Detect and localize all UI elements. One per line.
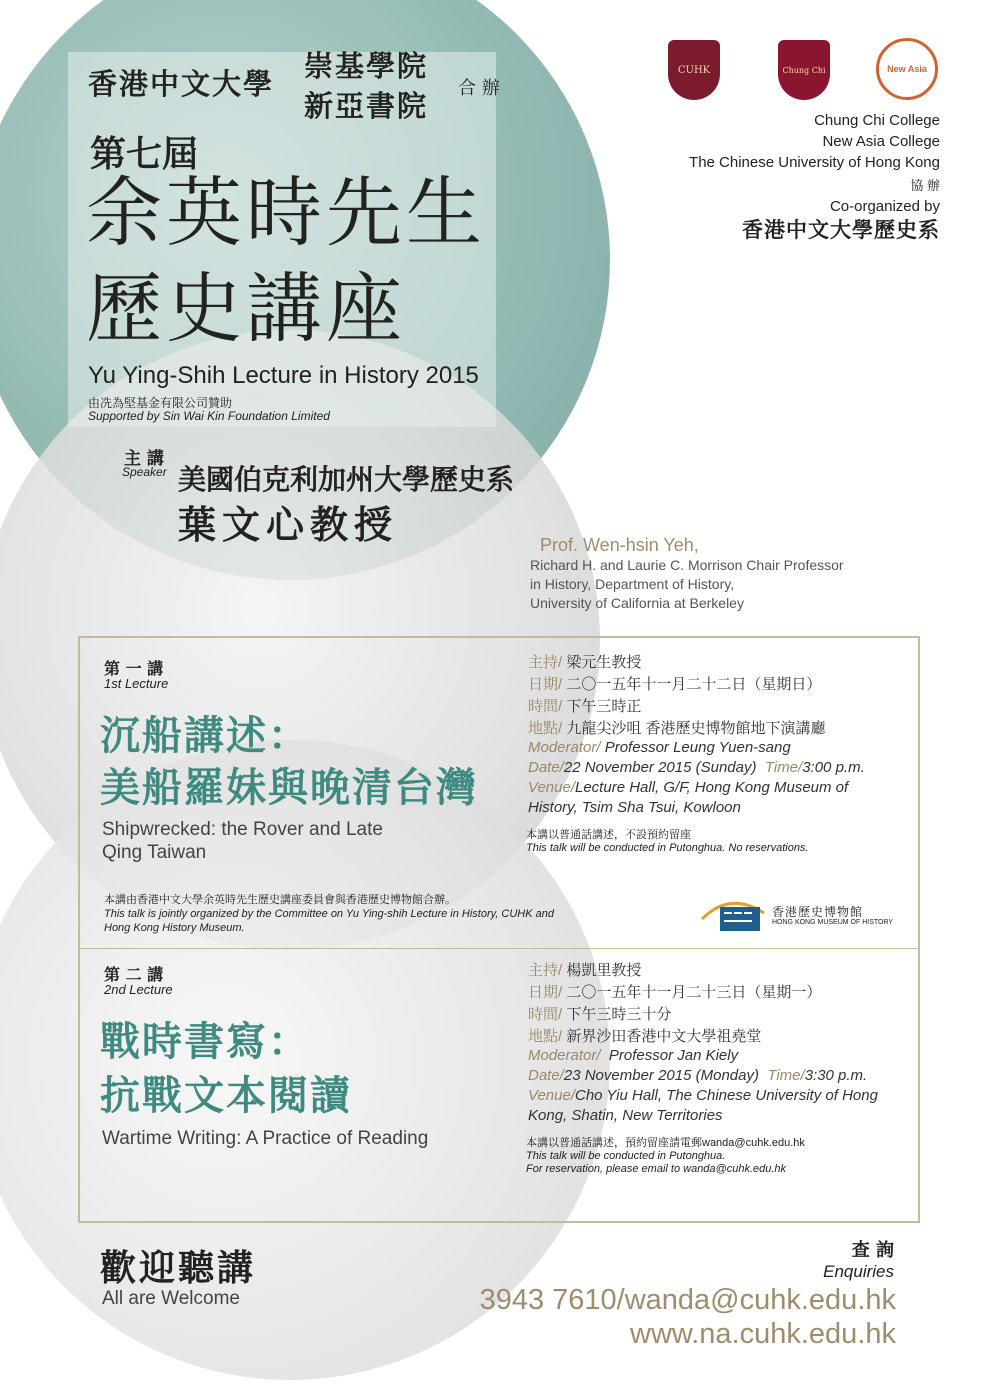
l1-note-zh: 本講以普通話講述，不設預約留座: [526, 829, 691, 841]
lecture2-number-zh: 第 二 講: [104, 965, 164, 984]
l1-venue-en2: History, Tsim Sha Tsui, Kowloon: [528, 799, 741, 816]
l1-note-en: This talk will be conducted in Putonghua. No reservations.: [526, 842, 809, 854]
new-asia-logo-mark: New Asia: [887, 64, 927, 74]
new-asia-logo: [876, 38, 938, 100]
lecture2-title-zh1: 戰時書寫：: [100, 1018, 310, 1065]
co-organized-en: Co-organized by: [829, 198, 940, 215]
cuhk-logo: [668, 40, 720, 100]
l2-mod-en: Professor Jan Kiely: [608, 1047, 739, 1064]
lecture-title-en: Yu Ying-Shih Lecture in History 2015: [88, 362, 479, 389]
right-header-text: [689, 110, 940, 217]
lecture1-joint-note: [104, 893, 554, 935]
l2-venue-en1: Cho Yiu Hall, The Chinese University of Hong: [575, 1087, 878, 1104]
contact-line[interactable]: 3943 7610/wanda@cuhk.edu.hk: [479, 1284, 896, 1316]
lecture2-title-en: Wartime Writing: A Practice of Reading: [102, 1128, 429, 1149]
speaker-title: [530, 556, 844, 613]
l1-venue-en1: Lecture Hall, G/F, Hong Kong Museum of: [575, 779, 849, 796]
l2-note-en2: For reservation, please email to wanda@cuhk.edu.hk: [526, 1163, 787, 1175]
lecture1-title-zh1: 沉船講述：: [100, 712, 310, 759]
speaker-title-line2: in History, Department of History,: [530, 576, 735, 592]
l1-joint-zh: 本講由香港中文大學余英時先生歷史講座委員會與香港歷史博物館合辦。: [104, 894, 456, 906]
co-organized-zh: 協 辦: [910, 178, 940, 193]
l2-date-en-label: Date/: [528, 1067, 564, 1084]
l1-time-en: 3:00 p.m.: [802, 759, 865, 776]
museum-name-en: HONG KONG MUSEUM OF HISTORY: [772, 919, 894, 926]
lecture-title-line2: 歷史講座: [86, 264, 406, 353]
lecture2-details-zh: [528, 960, 821, 1048]
l2-note-en: [526, 1150, 786, 1176]
enquiries-zh: 查 詢: [851, 1240, 894, 1261]
speaker-name-zh: 葉文心教授: [178, 502, 399, 547]
website-link[interactable]: www.na.cuhk.edu.hk: [630, 1318, 896, 1350]
l2-venue-en-label: Venue/: [528, 1087, 575, 1104]
history-dept-zh: 香港中文大學歷史系: [742, 217, 940, 242]
speaker-label-en: Speaker: [122, 465, 167, 479]
organizer-college2: 新亞書院: [304, 89, 429, 123]
l2-date-en: 23 November 2015 (Monday): [563, 1067, 759, 1084]
l2-time: 下午三時三十分: [566, 1006, 672, 1023]
l2-time-en-label: Time/: [767, 1067, 805, 1084]
l2-date-label: 日期/: [528, 984, 563, 1001]
organizer-university: 香港中文大學: [88, 67, 275, 101]
l1-joint-en1: This talk is jointly organized by the Committee on Yu Ying-shih Lecture in History, CUHK and: [104, 908, 554, 920]
l1-host-label: 主持/: [528, 654, 563, 671]
speaker-name-en: Prof. Wen-hsin Yeh,: [540, 535, 699, 555]
l1-time: 下午三時正: [566, 698, 642, 715]
speaker-dept-zh: 美國伯克利加州大學歷史系: [178, 463, 515, 496]
lecture1-number-en: 1st Lecture: [104, 676, 169, 691]
lecture1-number-zh: 第 一 講: [104, 659, 164, 678]
l1-joint-en2: Hong Kong History Museum.: [104, 922, 245, 934]
support-en: Supported by Sin Wai Kin Foundation Limited: [88, 409, 330, 423]
l2-time-label: 時間/: [528, 1006, 563, 1023]
lecture2-details-en: [528, 1046, 878, 1126]
lecture1-details-zh: [528, 652, 826, 740]
lecture2-title-zh2: 抗戰文本閱讀: [100, 1072, 352, 1119]
co-host-label: 合 辦: [458, 78, 500, 99]
welcome-en: All are Welcome: [102, 1288, 240, 1309]
chung-chi-logo: [778, 40, 830, 100]
l2-mod-en-label: Moderator/: [528, 1047, 601, 1064]
lecture1-title-en1: Shipwrecked: the Rover and Late: [102, 819, 383, 840]
lecture2-number-en: 2nd Lecture: [104, 982, 173, 997]
lecture-title-line1: 余英時先生: [86, 168, 486, 257]
l1-date-en-label: Date/: [528, 759, 564, 776]
cuhk-logo-mark: CUHK: [677, 64, 711, 76]
l1-date-en: 22 November 2015 (Sunday): [563, 759, 757, 776]
lecture1-title-zh2: 美船羅妹與晚清台灣: [100, 764, 478, 811]
l1-host: 梁元生教授: [566, 654, 642, 671]
l2-venue-en2: Kong, Shatin, New Territories: [528, 1107, 723, 1124]
speaker-title-line1: Richard H. and Laurie C. Morrison Chair Professor: [530, 557, 844, 573]
l2-host: 楊凱里教授: [566, 962, 642, 979]
museum-name-zh: 香港歷史博物館: [772, 905, 864, 919]
museum-logo-mark: [698, 895, 768, 935]
l2-date: 二〇一五年十一月二十三日（星期一）: [566, 984, 822, 1001]
speaker-title-line3: University of California at Berkeley: [530, 595, 744, 611]
l1-time-en-label: Time/: [764, 759, 803, 776]
lecture1-title-en2: Qing Taiwan: [102, 842, 207, 863]
organizer-college1: 崇基學院: [304, 49, 429, 83]
l1-date-label: 日期/: [528, 676, 563, 693]
l1-time-label: 時間/: [528, 698, 563, 715]
speaker-label-zh: 主 講: [124, 449, 164, 469]
lecture1-details-en: [528, 738, 865, 818]
welcome-zh: 歡迎聽講: [100, 1247, 257, 1289]
support-zh: 由冼為堅基金有限公司贊助: [88, 396, 233, 410]
l1-venue-label: 地點/: [528, 720, 563, 737]
l2-note-en1: This talk will be conducted in Putonghua.: [526, 1150, 726, 1162]
edition-label: 第七屆: [90, 133, 199, 175]
l2-note-zh: 本講以普通話講述，預約留座請電郵wanda@cuhk.edu.hk: [526, 1137, 805, 1149]
enquiries-en: Enquiries: [823, 1262, 894, 1281]
l1-mod-en: Professor Leung Yuen-sang: [604, 739, 791, 756]
l2-host-label: 主持/: [528, 962, 563, 979]
l1-mod-en-label: Moderator/: [528, 739, 601, 756]
l1-venue-en-label: Venue/: [528, 779, 575, 796]
right-line-cuhk: The Chinese University of Hong Kong: [689, 154, 940, 171]
l1-venue: 九龍尖沙咀 香港歷史博物館地下演講廳: [566, 720, 826, 737]
l1-date: 二〇一五年十一月二十二日（星期日）: [566, 676, 822, 693]
right-line-chungchi: Chung Chi College: [814, 112, 940, 129]
lecture1-title-en: [102, 818, 383, 864]
l2-venue: 新界沙田香港中文大學祖堯堂: [566, 1028, 762, 1045]
museum-logo: [698, 895, 894, 935]
l2-venue-label: 地點/: [528, 1028, 563, 1045]
right-line-newasia: New Asia College: [822, 133, 940, 150]
l2-time-en: 3:30 p.m.: [804, 1067, 868, 1084]
chung-chi-logo-mark: Chung Chi: [782, 65, 826, 75]
